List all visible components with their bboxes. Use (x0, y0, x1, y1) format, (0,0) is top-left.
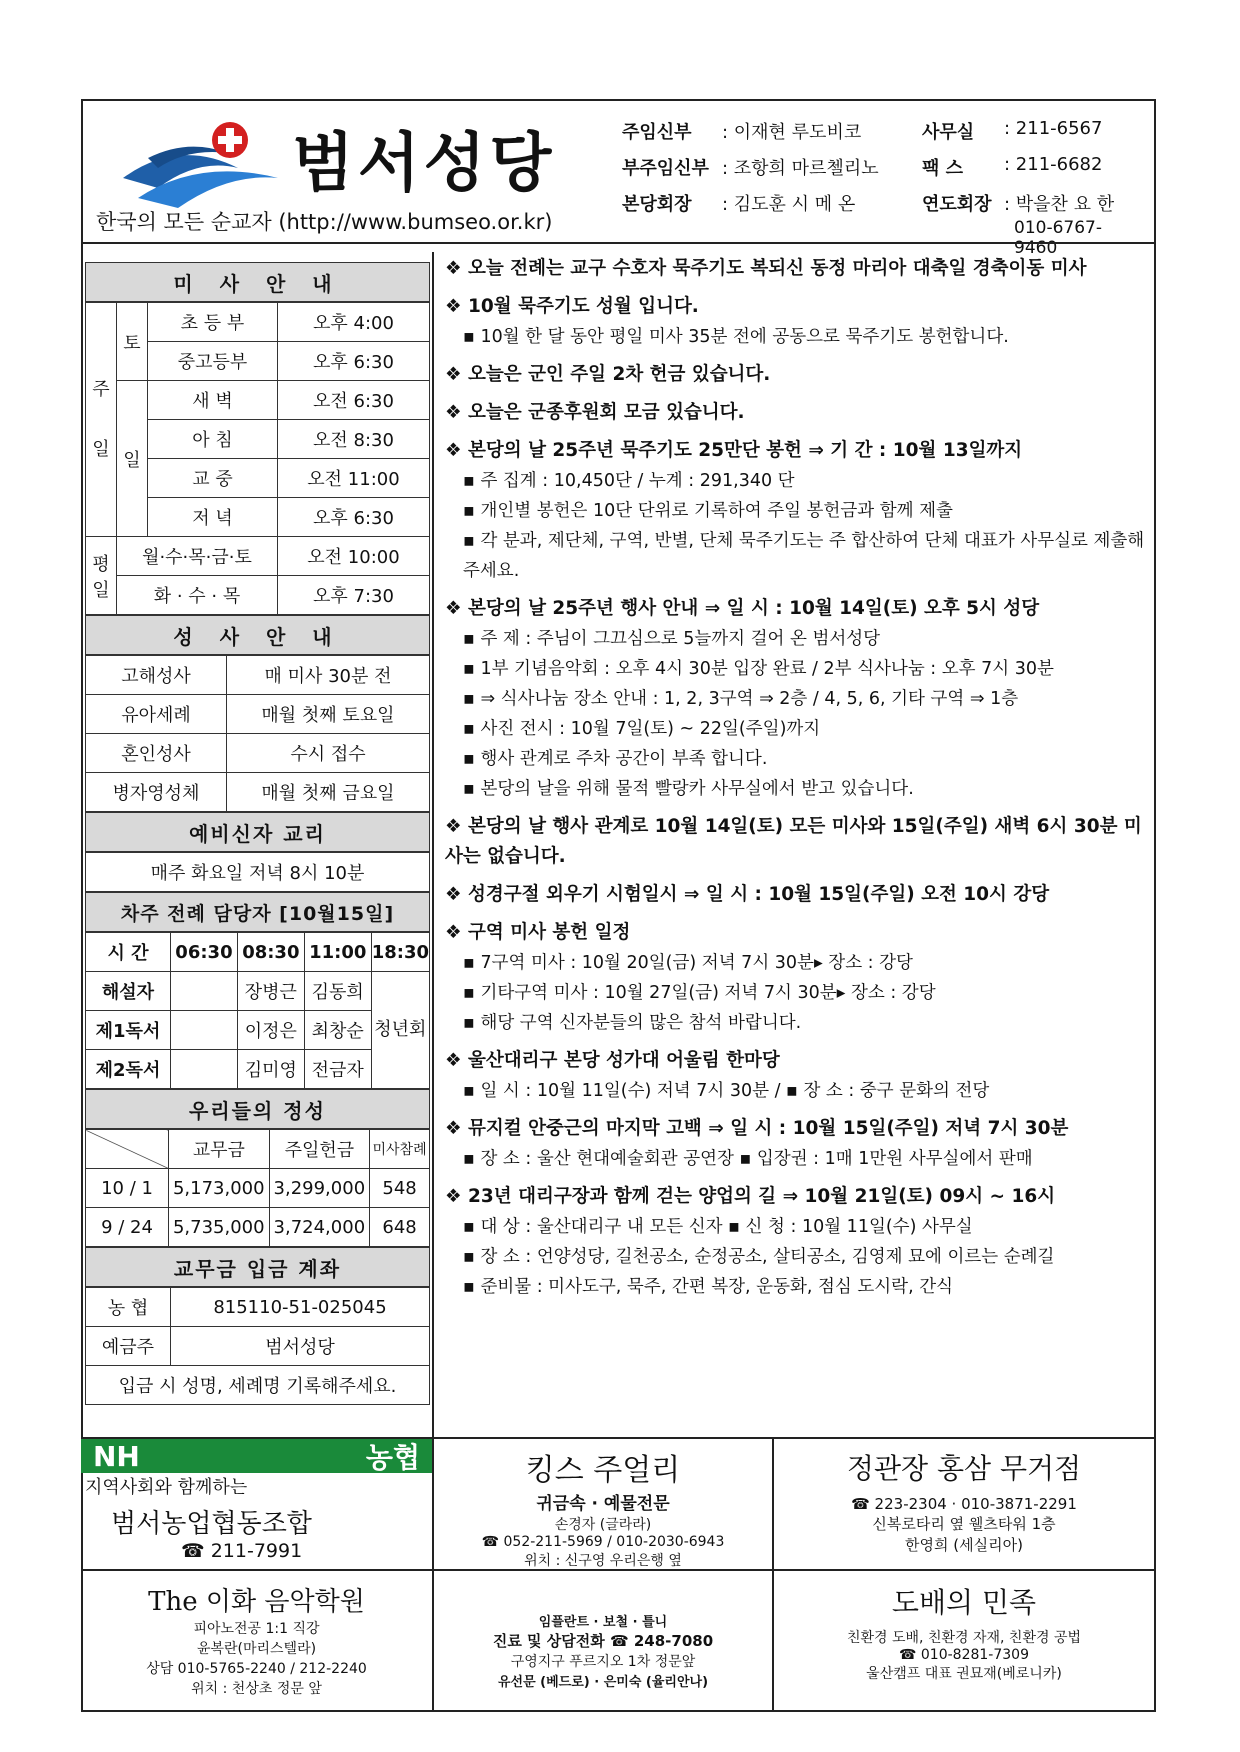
kings-tag: 귀금속 · 예물전문 (536, 1494, 670, 1514)
kings-location: 위치 : 신구영 우리은행 옆 (524, 1553, 682, 1569)
kings-phone: ☎ 052-211-5969 / 010-2030-6943 (481, 1534, 725, 1550)
notice-item (445, 436, 1145, 586)
notice-detail: ▪ 주 제 : 주님이 그끄심으로 5늘까지 걸어 온 범서성당 (445, 624, 1145, 654)
fax-label: 팩 스 (922, 158, 964, 179)
duty-header: 시 간 (86, 933, 171, 972)
pastor-value: : 이재현 루도비코 (722, 122, 862, 143)
duty-header: 08:30 (237, 933, 304, 972)
music-name: The 이화 음악학원 (148, 1587, 365, 1617)
ginseng-owner: 한영희 (세실리아) (905, 1536, 1023, 1554)
notice-detail: ▪ 장 소 : 언양성당, 길천공소, 순정공소, 살티공소, 김영제 묘에 이르는 순례길 (445, 1242, 1145, 1272)
duty-cell: 전금자 (304, 1050, 371, 1089)
music-line3: 상담 010-5765-2240 / 212-2240 (146, 1661, 367, 1677)
sacrament-table (85, 655, 430, 812)
offering-header: 미사참례 (370, 1130, 430, 1169)
notice-heading: ❖ 본당의 날 25주년 묵주기도 25만단 봉헌 ⇒ 기 간 : 10월 13일까지 (445, 436, 1145, 466)
notice-detail: ▪ 사진 전시 : 10월 7일(토) ~ 22일(주일)까지 (445, 714, 1145, 744)
account-number: 815110-51-025045 (171, 1288, 430, 1327)
notice-item (445, 594, 1145, 804)
notice-item (445, 918, 1145, 1038)
parish-logo (118, 118, 298, 218)
mass-name: 초 등 부 (148, 303, 278, 342)
ad-kings (434, 1439, 774, 1569)
mass-time: 오후 4:00 (277, 303, 429, 342)
notices-column (445, 254, 1145, 1310)
left-column (85, 262, 430, 1405)
offering-table (85, 1129, 430, 1247)
assistant-label: 부주임신부 (622, 158, 709, 179)
duty-cell (171, 1011, 238, 1050)
header-divider (81, 242, 1156, 244)
notice-detail: ▪ 일 시 : 10월 11일(수) 저녁 7시 30분 / ▪ 장 소 : 중구 문화의 전당 (445, 1076, 1145, 1106)
sacrament-title: 성 사 안 내 (85, 615, 430, 655)
notice-item (445, 254, 1145, 284)
notice-item (445, 812, 1145, 872)
offering-header: 교무금 (169, 1130, 270, 1169)
notice-item (445, 880, 1145, 910)
duty-role: 제2독서 (86, 1050, 171, 1089)
catechism-table (85, 852, 430, 892)
offering-cell: 5,735,000 (169, 1208, 270, 1247)
offering-cell: 3,299,000 (269, 1169, 370, 1208)
sacrament-name: 병자영성체 (86, 773, 227, 812)
nh-logo-text: NH (93, 1439, 140, 1473)
notice-heading: ❖ 성경구절 외우기 시험일시 ⇒ 일 시 : 10월 15일(주일) 오전 10시 강당 (445, 880, 1145, 910)
account-holder: 범서성당 (171, 1327, 430, 1366)
offering-cell: 3,724,000 (269, 1208, 370, 1247)
implant-line2: 진료 및 상담전화 ☎ 248-7080 (492, 1632, 714, 1650)
mass-table (85, 302, 430, 615)
notice-item (445, 360, 1145, 390)
chair-value: : 김도훈 시 메 온 (722, 194, 856, 215)
mass-time: 오전 6:30 (277, 381, 429, 420)
offering-cell: 5,173,000 (169, 1169, 270, 1208)
duty-header: 06:30 (171, 933, 238, 972)
paint-line1: 친환경 도배, 친환경 자재, 친환경 공법 (846, 1630, 1081, 1646)
ad-ginseng (774, 1439, 1154, 1569)
notice-detail: ▪ 7구역 미사 : 10월 20일(금) 저녁 7시 30분▸ 장소 : 강당 (445, 948, 1145, 978)
memorial-phone: 010-6767-9460 (1014, 218, 1102, 258)
duty-cell (171, 1050, 238, 1089)
notice-detail: ▪ 본당의 날을 위해 물적 빨랑카 사무실에서 받고 있습니다. (445, 774, 1145, 804)
ads-area (81, 1437, 1156, 1714)
notice-heading: ❖ 오늘은 군인 주일 2차 헌금 있습니다. (445, 360, 1145, 390)
mass-time: 오후 6:30 (277, 498, 429, 537)
duty-cell: 김동희 (304, 972, 371, 1011)
mass-time: 오전 11:00 (277, 459, 429, 498)
sacrament-value: 매월 첫째 토요일 (227, 695, 430, 734)
chair-label: 본당회장 (622, 194, 692, 215)
mass-name: 새 벽 (148, 381, 278, 420)
implant-line3: 구영지구 푸르지오 1차 정문앞 (510, 1654, 696, 1670)
column-divider (432, 252, 434, 1437)
duty-cell: 장병근 (237, 972, 304, 1011)
kings-owner: 손경자 (글라라) (554, 1517, 652, 1533)
duty-title: 차주 전례 담당자 [10월15일] (85, 892, 430, 932)
account-table (85, 1287, 430, 1405)
music-line1: 피아노전공 1:1 직강 (193, 1621, 320, 1637)
notice-heading: ❖ 울산대리구 본당 성가대 어울림 한마당 (445, 1046, 1145, 1076)
offering-date: 9 / 24 (86, 1208, 169, 1247)
implant-line1: 임플란트 · 보철 · 틀니 (538, 1615, 668, 1630)
notice-detail: ▪ 1부 기념음악회 : 오후 4시 30분 입장 완료 / 2부 식사나눔 : 오후 7시 30분 (445, 654, 1145, 684)
notice-detail: ▪ 10월 한 달 동안 평일 미사 35분 전에 공동으로 묵주기도 봉헌합니다. (445, 322, 1145, 352)
paint-line3: 울산캠프 대표 권묘재(베로니카) (866, 1666, 1062, 1682)
ad-music (81, 1569, 434, 1712)
ad-implant (434, 1569, 774, 1712)
nh-line1: 지역사회와 함께하는 (85, 1477, 248, 1498)
notice-detail: ▪ ⇒ 식사나눔 장소 안내 : 1, 2, 3구역 ⇒ 2층 / 4, 5, 6, 기타 구역 ⇒ 1층 (445, 684, 1145, 714)
saturday-label: 토 (117, 303, 148, 381)
sacrament-value: 수시 접수 (227, 734, 430, 773)
account-title: 교무금 입금 계좌 (85, 1247, 430, 1287)
duty-cell: 이정은 (237, 1011, 304, 1050)
notice-item (445, 1182, 1145, 1302)
notice-item (445, 398, 1145, 428)
sunday-day-label: 일 (117, 381, 148, 537)
paint-line2: ☎ 010-8281-7309 (899, 1647, 1029, 1663)
fax-value: : 211-6682 (1004, 154, 1103, 175)
office-value: : 211-6567 (1004, 118, 1103, 139)
mass-name: 저 녁 (148, 498, 278, 537)
memorial-label: 연도회장 (922, 194, 992, 215)
paint-name: 도배의 민족 (891, 1586, 1037, 1619)
notice-detail: ▪ 준비물 : 미사도구, 묵주, 간편 복장, 운동화, 점심 도시락, 간식 (445, 1272, 1145, 1302)
notice-item (445, 1046, 1145, 1106)
notice-detail: ▪ 주 집계 : 10,450단 / 누계 : 291,340 단 (445, 466, 1145, 496)
parish-subtitle: 한국의 모든 순교자 (http://www.bumseo.or.kr) (96, 210, 553, 234)
notice-item (445, 1114, 1145, 1174)
header-info (622, 118, 1142, 258)
notice-heading: ❖ 10월 묵주기도 성월 입니다. (445, 292, 1145, 322)
account-note: 입금 시 성명, 세례명 기록해주세요. (86, 1366, 430, 1405)
mass-name: 월·수·목·금·토 (117, 537, 278, 576)
notice-detail: ▪ 각 분과, 제단체, 구역, 반별, 단체 묵주기도는 주 합산하여 단체 대표가 사무실로 제출해 주세요. (445, 526, 1145, 586)
duty-header: 18:30 (371, 933, 429, 972)
pastor-label: 주임신부 (622, 122, 692, 143)
notice-detail: ▪ 개인별 봉헌은 10단 단위로 기록하여 주일 봉헌금과 함께 제출 (445, 496, 1145, 526)
memorial-value: : 박을찬 요 한 (1004, 194, 1115, 215)
notice-heading: ❖ 뮤지컬 안중근의 마지막 고백 ⇒ 일 시 : 10월 15일(주일) 저녁 7시 30분 (445, 1114, 1145, 1144)
ginseng-address: 신복로타리 옆 웰츠타워 1층 (872, 1515, 1056, 1533)
office-label: 사무실 (922, 122, 975, 143)
duty-role: 해설자 (86, 972, 171, 1011)
parish-title: 범서성당 (292, 127, 556, 201)
offering-header: 주일헌금 (269, 1130, 370, 1169)
mass-time: 오전 10:00 (277, 537, 429, 576)
mass-name: 아 침 (148, 420, 278, 459)
sacrament-name: 고해성사 (86, 656, 227, 695)
offering-cell: 648 (370, 1208, 430, 1247)
nh-logo-kr: 농협 (365, 1441, 420, 1474)
offering-cell: 548 (370, 1169, 430, 1208)
sacrament-value: 매 미사 30분 전 (227, 656, 430, 695)
duty-role: 제1독서 (86, 1011, 171, 1050)
ad-paint (774, 1569, 1154, 1712)
account-holder-label: 예금주 (86, 1327, 171, 1366)
notice-heading: ❖ 구역 미사 봉헌 일정 (445, 918, 1145, 948)
duty-table (85, 932, 430, 1089)
mass-time: 오후 6:30 (277, 342, 429, 381)
sacrament-name: 혼인성사 (86, 734, 227, 773)
notice-heading: ❖ 오늘은 군종후원회 모금 있습니다. (445, 398, 1145, 428)
notice-detail: ▪ 대 상 : 울산대리구 내 모든 신자 ▪ 신 청 : 10월 11일(수) 사무실 (445, 1212, 1145, 1242)
notice-heading: ❖ 본당의 날 행사 관계로 10월 14일(토) 모든 미사와 15일(주일) 새벽 6시 30분 미사는 없습니다. (445, 812, 1145, 872)
mass-title: 미 사 안 내 (85, 262, 430, 302)
duty-cell: 김미영 (237, 1050, 304, 1089)
sacrament-value: 매월 첫째 금요일 (227, 773, 430, 812)
mass-name: 교 중 (148, 459, 278, 498)
music-line4: 위치 : 천상초 정문 앞 (191, 1681, 322, 1697)
ginseng-name: 정관장 홍삼 무거점 (846, 1452, 1082, 1485)
notice-detail: ▪ 기타구역 미사 : 10월 27일(금) 저녁 7시 30분▸ 장소 : 강당 (445, 978, 1145, 1008)
notice-item (445, 292, 1145, 352)
kings-name: 킹스 주얼리 (525, 1453, 681, 1488)
notice-detail: ▪ 행사 관계로 주차 공간이 부족 합니다. (445, 744, 1145, 774)
mass-name: 중고등부 (148, 342, 278, 381)
offering-date: 10 / 1 (86, 1169, 169, 1208)
offering-title: 우리들의 정성 (85, 1089, 430, 1129)
notice-heading: ❖ 오늘 전례는 교구 수호자 묵주기도 복되신 동정 마리아 대축일 경축이동 미사 (445, 254, 1145, 284)
mass-time: 오전 8:30 (277, 420, 429, 459)
duty-header: 11:00 (304, 933, 371, 972)
offering-corner (86, 1130, 169, 1169)
sacrament-name: 유아세례 (86, 695, 227, 734)
catechism-title: 예비신자 교리 (85, 812, 430, 852)
ad-nh (81, 1439, 434, 1569)
duty-cell (171, 972, 238, 1011)
notice-detail: ▪ 장 소 : 울산 현대예술회관 공연장 ▪ 입장권 : 1매 1만원 사무실에서 판매 (445, 1144, 1145, 1174)
assistant-value: : 조항희 마르첼리노 (722, 158, 879, 179)
nh-name: 범서농업협동조합 (111, 1509, 312, 1539)
implant-line4: 유선문 (베드로) · 은미숙 (율리안나) (497, 1675, 709, 1690)
notice-heading: ❖ 23년 대리구장과 함께 걷는 양업의 길 ⇒ 10월 21일(토) 09시 ~ 16시 (445, 1182, 1145, 1212)
sunday-label: 주일 (86, 303, 117, 537)
mass-time: 오후 7:30 (277, 576, 429, 615)
music-line2: 윤복란(마리스텔라) (196, 1641, 317, 1657)
account-bank: 농 협 (86, 1288, 171, 1327)
weekday-label: 평일 (86, 537, 117, 615)
duty-cell: 최창순 (304, 1011, 371, 1050)
notice-detail: ▪ 해당 구역 신자분들의 많은 참석 바랍니다. (445, 1008, 1145, 1038)
nh-phone: ☎ 211-7991 (181, 1540, 303, 1562)
duty-youth: 청년회 (371, 972, 429, 1089)
notice-heading: ❖ 본당의 날 25주년 행사 안내 ⇒ 일 시 : 10월 14일(토) 오후 5시 성당 (445, 594, 1145, 624)
catechism-text: 매주 화요일 저녁 8시 10분 (86, 853, 430, 892)
mass-name: 화 · 수 · 목 (117, 576, 278, 615)
ginseng-phone: ☎ 223-2304 · 010-3871-2291 (851, 1495, 1077, 1513)
nh-banner (81, 1439, 432, 1473)
